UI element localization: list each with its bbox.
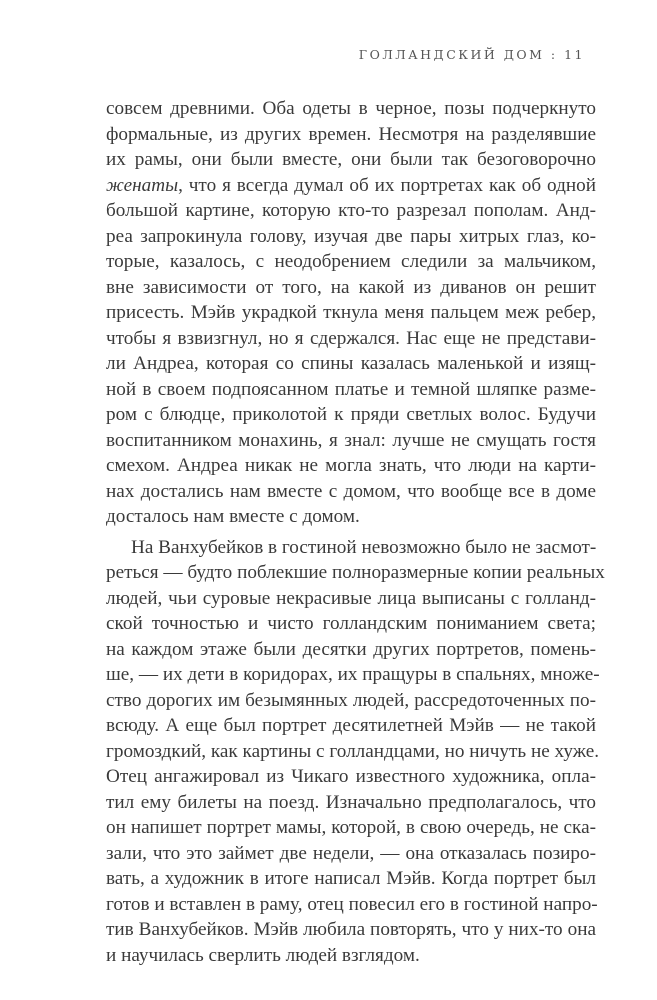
text-line: вне зависимости от того, на какой из диванов он решит — [106, 276, 596, 298]
text-line: и научилась сверлить людей взглядом. — [106, 944, 420, 966]
italic-word: женаты — [106, 174, 179, 196]
text-line: на каждом этаже были десятки других портретов, помень- — [106, 638, 596, 660]
text-line: всюду. А еще был портрет десятилетней Мэйв — не такой — [106, 715, 596, 736]
text-line: большой картине, которую кто-то разрезал пополам. Анд- — [106, 200, 596, 221]
paragraph-2 — [106, 535, 605, 969]
text-line: воспитанником монахинь, я знал: лучше не смущать гостя — [106, 429, 596, 451]
text-line: ли Андреа, которая со спины казалась маленькой и изящ- — [106, 353, 596, 374]
text-line: нах достались нам вместе с домом, что вообще все в доме — [106, 480, 596, 502]
text-line: тил ему билеты на поезд. Изначально предполагалось, что — [106, 791, 596, 813]
text-line: совсем древними. Оба одеты в черное, позы подчеркнуто — [106, 98, 596, 119]
text-line: На Ванхубейков в гостиной невозможно было не засмот- — [131, 536, 597, 558]
text-span: , что я всегда думал об их портретах как об одной — [178, 174, 596, 196]
text-line: тив Ванхубейков. Мэйв любила повторять, что у них-то она — [106, 919, 596, 940]
text-line: ской точностью и чисто голландским пониманием света; — [106, 613, 596, 634]
text-line — [106, 173, 596, 199]
text-line: громоздкий, как картины с голландцами, но ничуть не хуже. — [106, 740, 600, 762]
text-line: чтобы я взвизгнул, но я сдержался. Нас еще не представи- — [106, 327, 596, 349]
text-line: вать, а художник в итоге написал Мэйв. Когда портрет был — [106, 868, 596, 889]
text-line: ство дорогих им безымянных людей, рассредоточенных по- — [106, 689, 596, 711]
paragraph-1 — [106, 96, 596, 530]
body-text — [106, 96, 605, 968]
text-line: ром с блюдце, приколотой к пряди светлых волос. Будучи — [106, 404, 596, 425]
text-line: Отец ангажировал из Чикаго известного художника, опла- — [106, 766, 596, 787]
text-line: формальные, из других времен. Несмотря на разделявшие — [106, 123, 596, 145]
text-line: смехом. Андреа никак не могла знать, что люди на карти- — [106, 455, 596, 476]
text-line: реа запрокинула голову, изучая две пары хитрых глаз, ко- — [106, 225, 596, 247]
text-line: торые, казалось, с неодобрением следили за мальчиком, — [106, 251, 596, 272]
running-head: ГОЛЛАНДСКИЙ ДОМ : 11 — [358, 47, 585, 62]
text-line: зали, что это займет две недели, — она отказалась позиро- — [106, 842, 596, 864]
text-line: их рамы, они были вместе, они были так безоговорочно — [106, 149, 596, 170]
text-line: реться — будто поблекшие полноразмерные копии реальных — [106, 562, 605, 583]
text-line: людей, чьи суровые некрасивые лица выписаны с голланд- — [106, 587, 596, 609]
text-line: досталось нам вместе с домом. — [106, 506, 360, 527]
text-line: он напишет портрет мамы, которой, в свою очередь, не ска- — [106, 817, 596, 838]
text-line: готов и вставлен в раму, отец повесил его в гостиной напро- — [106, 893, 598, 915]
text-line: ше, — их дети в коридорах, их пращуры в спальнях, множе- — [106, 664, 600, 685]
text-line: присесть. Мэйв украдкой ткнула меня пальцем меж ребер, — [106, 302, 596, 323]
text-line: ной в своем подпоясанном платье и темной шляпке разме- — [106, 378, 596, 400]
